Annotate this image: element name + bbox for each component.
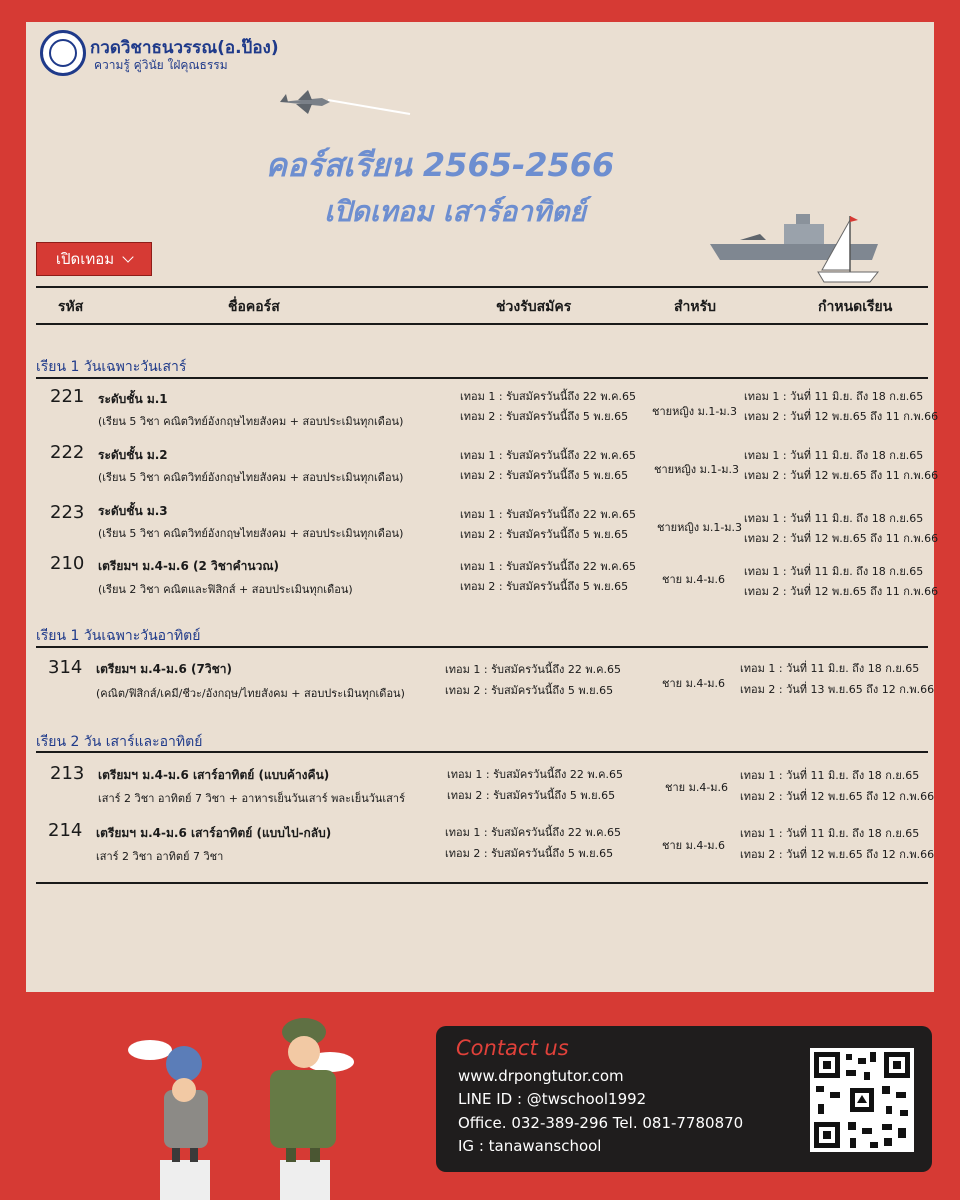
course-code: 210 (50, 553, 85, 574)
register-term2: เทอม 2 : รับสมัครวันนี้ถึง 5 พ.ย.65 (445, 684, 614, 697)
brand-slogan: ความรู้ คู่วินัย ใฝ่คุณธรรม (94, 58, 228, 72)
course-code: 222 (50, 442, 85, 463)
qr-code-icon (810, 1048, 914, 1152)
course-name: เตรียมฯ ม.4-ม.6 (7วิชา) (96, 662, 232, 676)
section-rule (36, 751, 928, 753)
course-desc: (เรียน 2 วิชา คณิตและฟิสิกส์ + สอบประเมินทุกเดือน) (98, 583, 353, 596)
course-for: ชาย ม.4-ม.6 (662, 677, 726, 690)
schedule-term2: เทอม 2 : วันที่ 12 พ.ย.65 ถึง 11 ก.พ.66 (744, 532, 939, 545)
header-bottom-rule (36, 323, 928, 325)
course-desc: (คณิต/ฟิสิกส์/เคมี/ชีวะ/อังกฤษ/ไทยสังคม + สอบประเมินทุกเดือน) (96, 687, 405, 700)
header-top-rule (36, 286, 928, 288)
register-term1: เทอม 1 : รับสมัครวันนี้ถึง 22 พ.ค.65 (460, 508, 637, 521)
header-for: สำหรับ (674, 299, 717, 315)
section-title: เรียน 1 วันเฉพาะวันอาทิตย์ (36, 628, 201, 644)
schedule-term1: เทอม 1 : วันที่ 11 มิ.ย. ถึง 18 ก.ย.65 (740, 827, 920, 840)
contact-phone: Office. 032-389-296 Tel. 081-7780870 (458, 1114, 744, 1132)
term-filter-label: เปิดเทอม (55, 250, 115, 268)
fighter-jet-illustration (278, 86, 414, 120)
schedule-term1: เทอม 1 : วันที่ 11 มิ.ย. ถึง 18 ก.ย.65 (740, 769, 920, 782)
course-code: 223 (50, 502, 85, 523)
course-desc: (เรียน 5 วิชา คณิตวิทย์อังกฤษไทยสังคม + สอบประเมินทุกเดือน) (98, 471, 404, 484)
course-for: ชาย ม.4-ม.6 (665, 781, 729, 794)
schedule-term2: เทอม 2 : วันที่ 12 พ.ย.65 ถึง 11 ก.พ.66 (744, 410, 939, 423)
contact-instagram: IG : tanawanschool (458, 1137, 602, 1155)
schedule-term2: เทอม 2 : วันที่ 12 พ.ย.65 ถึง 12 ก.พ.66 (740, 848, 935, 861)
ship-illustration (710, 210, 886, 286)
register-term2: เทอม 2 : รับสมัครวันนี้ถึง 5 พ.ย.65 (460, 580, 629, 593)
school-logo (40, 30, 86, 76)
course-for: ชายหญิง ม.1-ม.3 (657, 521, 743, 534)
page-title: คอร์สเรียน 2565-2566 (265, 146, 615, 184)
register-term2: เทอม 2 : รับสมัครวันนี้ถึง 5 พ.ย.65 (447, 789, 616, 802)
page-subtitle: เปิดเทอม เสาร์อาทิตย์ (324, 195, 586, 228)
contact-box (436, 1026, 932, 1172)
course-for: ชาย ม.4-ม.6 (662, 573, 726, 586)
header-name: ชื่อคอร์ส (228, 299, 280, 315)
course-desc: (เรียน 5 วิชา คณิตวิทย์อังกฤษไทยสังคม + สอบประเมินทุกเดือน) (98, 415, 404, 428)
course-code: 213 (50, 763, 85, 784)
course-for: ชาย ม.4-ม.6 (662, 839, 726, 852)
course-name: ระดับชั้น ม.1 (98, 392, 168, 406)
register-term1: เทอม 1 : รับสมัครวันนี้ถึง 22 พ.ค.65 (445, 663, 622, 676)
term-filter-button[interactable] (36, 242, 152, 276)
register-term1: เทอม 1 : รับสมัครวันนี้ถึง 22 พ.ค.65 (445, 826, 622, 839)
register-term2: เทอม 2 : รับสมัครวันนี้ถึง 5 พ.ย.65 (460, 528, 629, 541)
brand-name: กวดวิชาธนวรรณ(อ.ป๊อง) (90, 38, 279, 58)
schedule-term2: เทอม 2 : วันที่ 12 พ.ย.65 ถึง 11 ก.พ.66 (744, 469, 939, 482)
section-rule (36, 377, 928, 379)
course-code: 314 (48, 657, 83, 678)
course-desc: เสาร์ 2 วิชา อาทิตย์ 7 วิชา (96, 850, 224, 863)
mascot-illustration (120, 1010, 370, 1200)
contact-line-id: LINE ID : @twschool1992 (458, 1090, 647, 1108)
course-for: ชายหญิง ม.1-ม.3 (654, 463, 740, 476)
header-code: รหัส (58, 299, 84, 315)
header-register: ช่วงรับสมัคร (496, 299, 572, 315)
course-name: เตรียมฯ ม.4-ม.6 (2 วิชาคำนวณ) (98, 559, 279, 573)
section-rule (36, 646, 928, 648)
register-term1: เทอม 1 : รับสมัครวันนี้ถึง 22 พ.ค.65 (460, 560, 637, 573)
course-code: 214 (48, 820, 83, 841)
register-term1: เทอม 1 : รับสมัครวันนี้ถึง 22 พ.ค.65 (447, 768, 624, 781)
table-bottom-rule (36, 882, 928, 884)
header-schedule: กำหนดเรียน (818, 299, 893, 315)
contact-title: Contact us (456, 1036, 569, 1060)
register-term2: เทอม 2 : รับสมัครวันนี้ถึง 5 พ.ย.65 (460, 469, 629, 482)
register-term1: เทอม 1 : รับสมัครวันนี้ถึง 22 พ.ค.65 (460, 449, 637, 462)
schedule-term1: เทอม 1 : วันที่ 11 มิ.ย. ถึง 18 ก.ย.65 (744, 449, 924, 462)
chevron-down-icon (122, 251, 133, 262)
course-code: 221 (50, 386, 85, 407)
schedule-term1: เทอม 1 : วันที่ 11 มิ.ย. ถึง 18 ก.ย.65 (744, 390, 924, 403)
schedule-term2: เทอม 2 : วันที่ 12 พ.ย.65 ถึง 12 ก.พ.66 (740, 790, 935, 803)
course-name: ระดับชั้น ม.2 (98, 448, 168, 462)
schedule-term1: เทอม 1 : วันที่ 11 มิ.ย. ถึง 18 ก.ย.65 (740, 662, 920, 675)
schedule-term1: เทอม 1 : วันที่ 11 มิ.ย. ถึง 18 ก.ย.65 (744, 565, 924, 578)
course-name: เตรียมฯ ม.4-ม.6 เสาร์อาทิตย์ (แบบค้างคืน) (98, 768, 330, 782)
course-desc: เสาร์ 2 วิชา อาทิตย์ 7 วิชา + อาหารเย็นวันเสาร์ พละเย็นวันเสาร์ (98, 792, 405, 805)
course-name: เตรียมฯ ม.4-ม.6 เสาร์อาทิตย์ (แบบไป-กลับ) (96, 826, 332, 840)
schedule-term2: เทอม 2 : วันที่ 13 พ.ย.65 ถึง 12 ก.พ.66 (740, 683, 935, 696)
course-name: ระดับชั้น ม.3 (98, 504, 168, 518)
schedule-term2: เทอม 2 : วันที่ 12 พ.ย.65 ถึง 11 ก.พ.66 (744, 585, 939, 598)
schedule-term1: เทอม 1 : วันที่ 11 มิ.ย. ถึง 18 ก.ย.65 (744, 512, 924, 525)
register-term1: เทอม 1 : รับสมัครวันนี้ถึง 22 พ.ค.65 (460, 390, 637, 403)
register-term2: เทอม 2 : รับสมัครวันนี้ถึง 5 พ.ย.65 (445, 847, 614, 860)
contact-website[interactable]: www.drpongtutor.com (458, 1067, 624, 1085)
section-title: เรียน 2 วัน เสาร์และอาทิตย์ (36, 734, 203, 750)
section-title: เรียน 1 วันเฉพาะวันเสาร์ (36, 359, 187, 375)
course-desc: (เรียน 5 วิชา คณิตวิทย์อังกฤษไทยสังคม + สอบประเมินทุกเดือน) (98, 527, 404, 540)
register-term2: เทอม 2 : รับสมัครวันนี้ถึง 5 พ.ย.65 (460, 410, 629, 423)
course-for: ชายหญิง ม.1-ม.3 (652, 405, 738, 418)
